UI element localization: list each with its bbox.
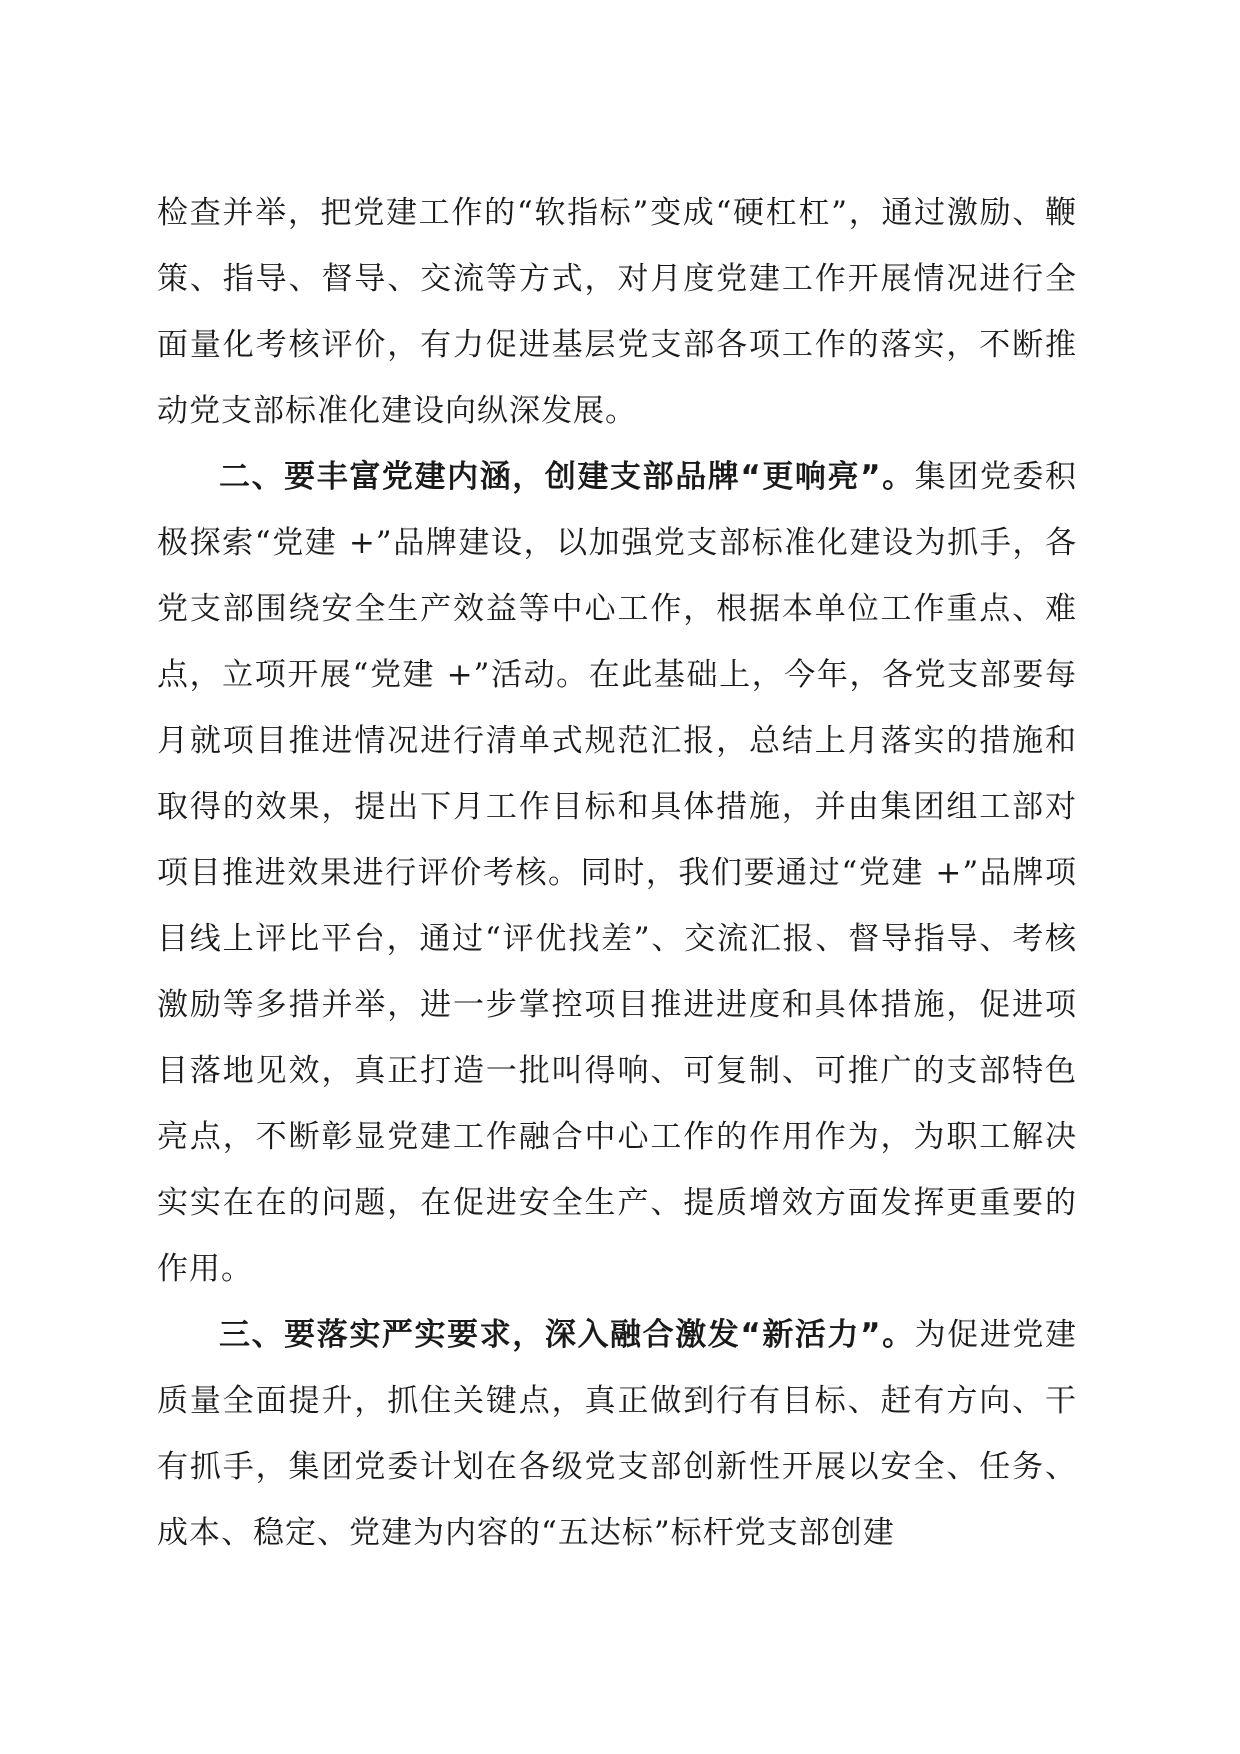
section-3-text: 为促进党建质量全面提升，抓住关键点，真正做到行有目标、赶有方向、干有抓手，集团党委计划在各级党支部创新性开展以安全、任务、成本、稳定、党建为内容的“五达标”标杆党支部创建 <box>157 1317 1078 1551</box>
paragraph-section-3 <box>157 1302 1077 1566</box>
section-2-heading: 二、要丰富党建内涵，创建支部品牌“更响亮”。 <box>219 459 915 495</box>
paragraph-text: 检查并举，把党建工作的“软指标”变成“硬杠杠”，通过激励、鞭策、指导、督导、交流等方式，对月度党建工作开展情况进行全面量化考核评价，有力促进基层党支部各项工作的落实，不断推动党支部标准化建设向纵深发展。 <box>157 195 1077 429</box>
paragraph-continuation <box>157 180 1077 444</box>
paragraph-section-2 <box>157 444 1077 1302</box>
document-body <box>157 180 1077 1566</box>
section-2-text: 集团党委积极探索“党建 +”品牌建设，以加强党支部标准化建设为抓手，各党支部围绕安全生产效益等中心工作，根据本单位工作重点、难点，立项开展“党建 +”活动。在此基础上，今年，各党支部要每月就项目推进情况进行清单式规范汇报，总结上月落实的措施和取得的效果，提出下月工作目标和具体措施，并由集团组工部对项目推进效果进行评价考核。同时，我们要通过“党建 +”品牌项目线上评比平台，通过“评优找差”、交流汇报、督导指导、考核激励等多措并举，进一步掌控项目推进进度和具体措施，促进项目落地见效，真正打造一批叫得响、可复制、可推广的支部特色亮点，不断彰显党建工作融合中心工作的作用作为，为职工解决实实在在的问题，在促进安全生产、提质增效方面发挥更重要的作用。 <box>157 459 1078 1287</box>
section-3-heading: 三、要落实严实要求，深入融合激发“新活力”。 <box>219 1317 915 1353</box>
